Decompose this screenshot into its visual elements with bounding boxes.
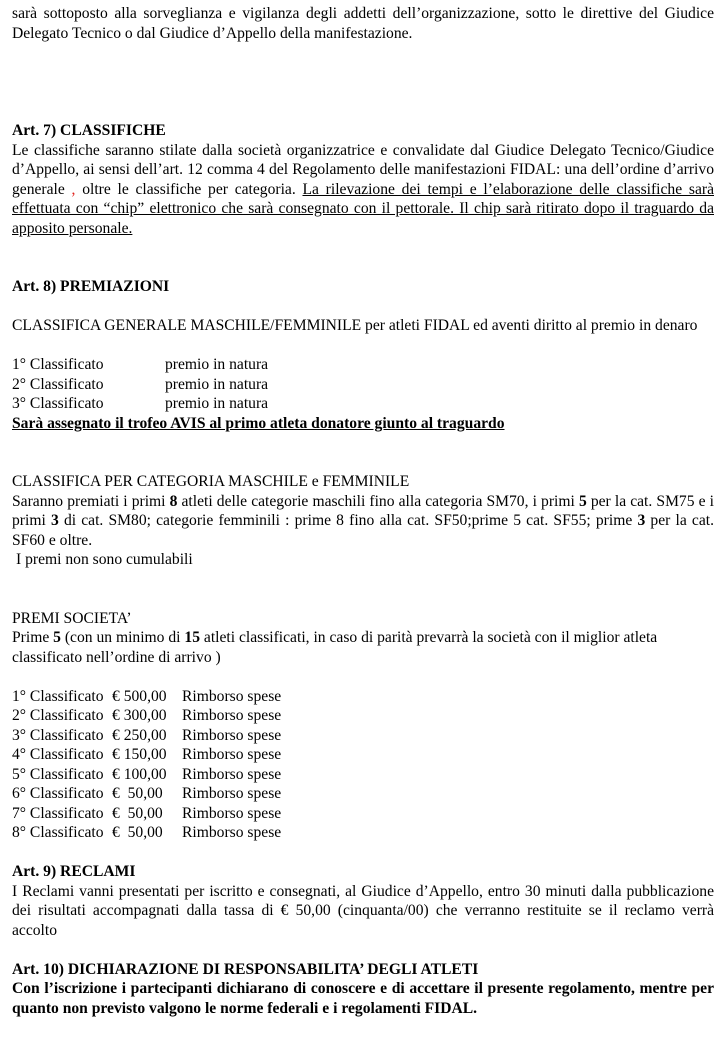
place-label: 3° Classificato <box>12 395 104 412</box>
amount-label: € 50,00 <box>112 804 163 822</box>
place-label: 2° Classificato <box>12 707 104 724</box>
art7-text-a: Le classifiche saranno stilate dalla società organizzatrice e convalidate dal Giudice Delegato Tecnico/Giudice d’Appello, ai sensi dell’art. 12 comma 4 del Regolamento delle manifestazioni FIDAL: una dell’ordine d’arrivo generale <box>12 141 714 198</box>
text-fragment: atleti delle categorie maschili fino alla categoria SM70, i primi <box>177 492 579 510</box>
bold-number: 3 <box>50 512 59 529</box>
art8-heading: Art. 8) PREMIAZIONI <box>12 278 170 295</box>
intro-paragraph: sarà sottoposto alla sorveglianza e vigilanza degli addetti dell’organizzazione, sotto le direttive del Giudice Delegato Tecnico o dal Giudice d’Appello della manifestazione. <box>12 5 714 42</box>
general-classification-intro: CLASSIFICA GENERALE MASCHILE/FEMMINILE per atleti FIDAL ed aventi diritto al premio in denaro <box>12 317 698 334</box>
art7-paragraph <box>12 141 714 239</box>
general-prizes-list <box>12 355 714 414</box>
place-label: 3° Classificato <box>12 726 104 744</box>
amount-label: € 500,00 <box>112 687 167 705</box>
place-label: 7° Classificato <box>12 804 104 822</box>
club-prizes-list <box>12 687 714 843</box>
note-label: Rimborso spese <box>182 746 282 763</box>
note-label: Rimborso spese <box>182 804 282 822</box>
spacer <box>12 570 714 609</box>
place-label: 1° Classificato <box>12 356 104 373</box>
text-fragment: Prime <box>12 629 54 646</box>
spacer <box>12 238 714 277</box>
text-fragment: di cat. SM80; categorie femminili : prime 8 fino alla cat. SF50;prime 5 cat. SF55; prime <box>58 512 638 529</box>
category-classification-heading: CLASSIFICA PER CATEGORIA MASCHILE e FEMMINILE <box>12 473 410 490</box>
club-prize-row <box>12 745 714 765</box>
not-cumulative-note: I premi non sono cumulabili <box>16 551 193 568</box>
amount-label: € 300,00 <box>112 707 167 724</box>
spacer <box>12 940 714 960</box>
art7-underlined-text: La rilevazione dei tempi e l’elaborazione delle classifiche sarà effettuata con “chip” elettronico che sarà consegnato con il pettorale. Il chip sarà ritirato dopo il traguardo da apposito personale. <box>12 180 714 237</box>
prize-label: premio in natura <box>165 356 269 373</box>
note-label: Rimborso spese <box>182 824 282 841</box>
amount-label: € 250,00 <box>112 726 167 744</box>
amount-label: € 150,00 <box>112 746 167 763</box>
spacer <box>12 43 714 121</box>
art7-red-comma: , <box>71 180 76 198</box>
club-prizes-heading: PREMI SOCIETA’ <box>12 609 132 627</box>
place-label: 5° Classificato <box>12 765 104 783</box>
club-prize-row <box>12 765 714 785</box>
general-prize-row <box>12 394 714 414</box>
art9-heading: Art. 9) RECLAMI <box>12 863 136 880</box>
club-prize-row <box>12 706 714 726</box>
avis-trophy-note: Sarà assegnato il trofeo AVIS al primo atleta donatore giunto al traguardo <box>12 414 505 432</box>
art7-heading: Art. 7) CLASSIFICHE <box>12 122 166 139</box>
note-label: Rimborso spese <box>182 726 282 744</box>
place-label: 8° Classificato <box>12 824 104 841</box>
text-fragment: (con un minimo di <box>60 629 185 646</box>
bold-number: 5 <box>53 629 61 646</box>
general-prize-row <box>12 375 714 395</box>
place-label: 4° Classificato <box>12 746 104 763</box>
club-prize-row <box>12 804 714 824</box>
text-fragment: atleti classificati, in caso di parità prevarrà la società con il miglior atleta classificato nell’ordine di arrivo ) <box>12 629 658 666</box>
club-prize-row <box>12 784 714 804</box>
document-page <box>12 4 714 1018</box>
text-fragment: Saranno premiati i primi <box>12 492 170 510</box>
spacer <box>12 843 714 863</box>
amount-label: € 50,00 <box>112 824 163 841</box>
general-prize-row <box>12 355 714 375</box>
club-prize-row <box>12 823 714 843</box>
place-label: 6° Classificato <box>12 785 104 802</box>
art10-heading: Art. 10) DICHIARAZIONE DI RESPONSABILITA’ DEGLI ATLETI <box>12 960 479 978</box>
place-label: 2° Classificato <box>12 375 104 393</box>
club-prizes-text <box>12 628 714 667</box>
art10-paragraph: Con l’iscrizione i partecipanti dichiarano di conoscere e di accettare il presente regolamento, mentre per quanto non previsto valgono le norme federali e i regolamenti FIDAL. <box>12 980 714 1017</box>
note-label: Rimborso spese <box>182 765 282 783</box>
bold-number: 3 <box>637 512 646 529</box>
art7-text-b: oltre le classifiche per categoria. <box>75 180 303 198</box>
amount-label: € 50,00 <box>112 785 163 802</box>
spacer <box>12 336 714 356</box>
note-label: Rimborso spese <box>182 707 282 724</box>
club-prize-row <box>12 726 714 746</box>
category-classification-text <box>12 492 714 551</box>
prize-label: premio in natura <box>165 395 269 412</box>
club-prize-row <box>12 687 714 707</box>
prize-label: premio in natura <box>165 375 269 393</box>
text-fragment: per la cat. SM75 e i primi <box>12 492 714 529</box>
place-label: 1° Classificato <box>12 687 104 705</box>
amount-label: € 100,00 <box>112 765 167 783</box>
spacer <box>12 297 714 317</box>
note-label: Rimborso spese <box>182 687 282 705</box>
bold-number: 8 <box>169 492 178 510</box>
text-fragment: per la cat. SF60 e oltre. <box>12 512 715 549</box>
spacer <box>12 433 714 472</box>
bold-number: 15 <box>184 629 200 646</box>
art9-paragraph: I Reclami vanni presentati per iscritto e consegnati, al Giudice d’Appello, entro 30 minuti dalla pubblicazione dei risultati accompagnati dalla tassa di € 50,00 (cinquanta/00) che verranno restituite se il reclamo verrà accolto <box>12 882 714 939</box>
spacer <box>12 667 714 687</box>
bold-number: 5 <box>578 492 587 510</box>
note-label: Rimborso spese <box>182 785 282 802</box>
